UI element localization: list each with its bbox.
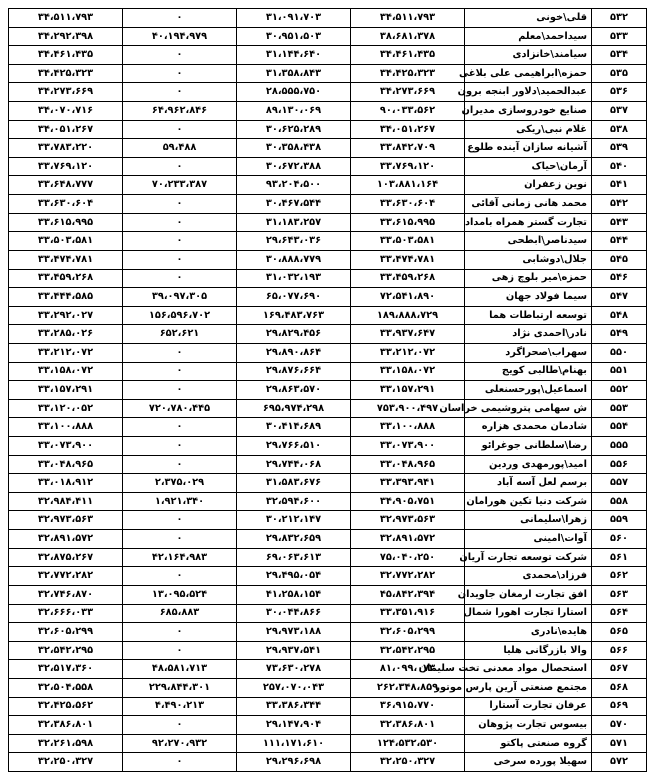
- row-value-d: ۳۴،۵۱۱،۷۹۳: [9, 9, 123, 28]
- row-name: سیما فولاد جهان: [465, 288, 592, 307]
- row-value-d: ۳۲،۹۷۳،۵۶۳: [9, 511, 123, 530]
- table-row: [9, 343, 647, 362]
- row-number: ۵۵۲: [592, 381, 647, 400]
- row-value-d: ۳۴،۴۶۱،۴۳۵: [9, 46, 123, 65]
- row-value-b: ۳۰،۹۵۱،۵۰۳: [237, 27, 351, 46]
- row-value-a: ۱۲۴،۵۳۲،۵۳۰: [351, 734, 465, 753]
- row-value-d: ۳۳،۷۸۳،۲۲۰: [9, 139, 123, 158]
- row-number: ۵۳۶: [592, 83, 647, 102]
- row-name: غلام نبی\ریکی: [465, 120, 592, 139]
- table-row: [9, 455, 647, 474]
- row-value-c: ۵۹،۴۸۸: [123, 139, 237, 158]
- table-row: [9, 269, 647, 288]
- row-value-b: ۳۱،۱۴۴،۶۴۰: [237, 46, 351, 65]
- row-value-d: ۳۲،۷۴۶،۸۷۰: [9, 585, 123, 604]
- row-name: بیسوس تجارت پژوهان: [465, 716, 592, 735]
- ledger-table: [8, 8, 647, 772]
- row-value-b: ۲۹،۶۴۳،۰۳۶: [237, 232, 351, 251]
- row-value-b: ۲۹،۹۳۷،۵۴۱: [237, 641, 351, 660]
- row-value-a: ۳۲،۵۴۲،۲۹۵: [351, 641, 465, 660]
- row-name: عرفان تجارت آستارا: [465, 697, 592, 716]
- row-number: ۵۳۷: [592, 102, 647, 121]
- table-row: [9, 9, 647, 28]
- row-value-c: ۴،۴۹۰،۲۱۳: [123, 697, 237, 716]
- row-value-d: ۳۳،۲۸۵،۰۲۶: [9, 325, 123, 344]
- table-row: [9, 46, 647, 65]
- row-value-c: ۰: [123, 362, 237, 381]
- row-value-c: ۰: [123, 641, 237, 660]
- row-value-b: ۲۹،۲۹۶،۶۹۸: [237, 753, 351, 772]
- table-row: [9, 548, 647, 567]
- row-value-d: ۳۳،۲۱۲،۰۷۲: [9, 343, 123, 362]
- row-name: والا بازرگانی هلیا: [465, 641, 592, 660]
- row-value-a: ۳۳،۸۴۲،۷۰۹: [351, 139, 465, 158]
- row-number: ۵۳۲: [592, 9, 647, 28]
- row-name: عبدالحمید\دلاور ابنجه برون: [465, 83, 592, 102]
- row-value-c: ۰: [123, 437, 237, 456]
- row-value-c: ۰: [123, 623, 237, 642]
- row-number: ۵۴۷: [592, 288, 647, 307]
- row-name: برسم لعل آسه آباد: [465, 474, 592, 493]
- row-value-a: ۳۲،۳۸۶،۸۰۱: [351, 716, 465, 735]
- row-name: بهنام\طالبی کویج: [465, 362, 592, 381]
- row-name: رضا\سلطانی جوغرائو: [465, 437, 592, 456]
- row-number: ۵۵۸: [592, 492, 647, 511]
- row-value-d: ۳۴،۴۲۵،۳۲۳: [9, 64, 123, 83]
- row-value-c: ۰: [123, 567, 237, 586]
- row-number: ۵۵۱: [592, 362, 647, 381]
- row-value-a: ۳۲،۷۷۲،۲۸۲: [351, 567, 465, 586]
- row-number: ۵۴۹: [592, 325, 647, 344]
- table-row: [9, 716, 647, 735]
- row-value-c: ۲،۳۷۵،۰۲۹: [123, 474, 237, 493]
- table-row: [9, 678, 647, 697]
- row-number: ۵۴۱: [592, 176, 647, 195]
- row-value-a: ۳۳،۷۶۹،۱۲۰: [351, 157, 465, 176]
- row-number: ۵۵۵: [592, 437, 647, 456]
- row-number: ۵۶۹: [592, 697, 647, 716]
- row-number: ۵۳۳: [592, 27, 647, 46]
- row-name: آوات\امینی: [465, 530, 592, 549]
- row-value-d: ۳۴،۲۹۲،۳۹۸: [9, 27, 123, 46]
- row-value-b: ۶۹،۰۶۳،۶۱۳: [237, 548, 351, 567]
- row-number: ۵۳۸: [592, 120, 647, 139]
- row-value-c: ۰: [123, 418, 237, 437]
- table-row: [9, 157, 647, 176]
- row-value-d: ۳۲،۵۱۷،۳۶۰: [9, 660, 123, 679]
- row-number: ۵۴۳: [592, 213, 647, 232]
- row-name: شادمان محمدی هزاره: [465, 418, 592, 437]
- row-value-d: ۳۲،۵۴۲،۲۹۵: [9, 641, 123, 660]
- row-value-d: ۳۴،۰۷۰،۷۱۶: [9, 102, 123, 121]
- row-number: ۵۴۶: [592, 269, 647, 288]
- row-value-a: ۷۵۳،۹۰۰،۴۹۷: [351, 399, 465, 418]
- row-name: نوین زعفران: [465, 176, 592, 195]
- row-value-b: ۲۹،۹۷۳،۱۸۸: [237, 623, 351, 642]
- row-value-a: ۲۶۲،۳۴۸،۸۵۹: [351, 678, 465, 697]
- row-value-b: ۱۱۱،۱۷۱،۶۱۰: [237, 734, 351, 753]
- row-value-b: ۷۳،۶۳۰،۲۷۸: [237, 660, 351, 679]
- row-value-a: ۳۶،۹۱۵،۷۷۰: [351, 697, 465, 716]
- row-name: سهیلا پورده سرخی: [465, 753, 592, 772]
- row-value-b: ۳۰،۲۱۲،۱۴۷: [237, 511, 351, 530]
- table-row: [9, 641, 647, 660]
- row-number: ۵۳۹: [592, 139, 647, 158]
- table-row: [9, 83, 647, 102]
- row-number: ۵۷۰: [592, 716, 647, 735]
- row-value-b: ۲۹،۸۶۳،۵۷۰: [237, 381, 351, 400]
- row-number: ۵۵۹: [592, 511, 647, 530]
- row-value-a: ۳۳،۳۹۳،۹۴۱: [351, 474, 465, 493]
- row-value-b: ۳۰،۶۷۲،۳۸۸: [237, 157, 351, 176]
- row-value-c: ۰: [123, 716, 237, 735]
- row-value-a: ۳۳،۲۱۲،۰۷۲: [351, 343, 465, 362]
- row-value-d: ۳۳،۴۷۴،۷۸۱: [9, 250, 123, 269]
- row-value-d: ۳۲،۲۵۰،۳۲۷: [9, 753, 123, 772]
- row-value-c: ۰: [123, 381, 237, 400]
- row-value-d: ۳۳،۵۰۳،۵۸۱: [9, 232, 123, 251]
- row-name: تجارت گستر همراه بامداد: [465, 213, 592, 232]
- row-value-b: ۲۹،۸۹۰،۸۶۴: [237, 343, 351, 362]
- row-value-b: ۳۰،۳۵۸،۴۳۸: [237, 139, 351, 158]
- row-value-a: ۳۲،۶۰۵،۲۹۹: [351, 623, 465, 642]
- row-value-a: ۳۴،۰۵۱،۲۶۷: [351, 120, 465, 139]
- row-number: ۵۴۲: [592, 195, 647, 214]
- row-value-b: ۳۱،۰۹۱،۷۰۳: [237, 9, 351, 28]
- row-value-d: ۳۳،۱۵۸،۰۷۲: [9, 362, 123, 381]
- row-value-a: ۳۲،۹۷۳،۵۶۳: [351, 511, 465, 530]
- row-value-d: ۳۲،۴۲۵،۵۶۲: [9, 697, 123, 716]
- row-value-b: ۳۱،۳۵۸،۸۴۳: [237, 64, 351, 83]
- row-value-d: ۳۲،۶۶۶،۰۳۳: [9, 604, 123, 623]
- row-value-c: ۰: [123, 9, 237, 28]
- table-row: [9, 27, 647, 46]
- row-value-b: ۱۶۹،۴۸۳،۷۶۳: [237, 306, 351, 325]
- row-value-a: ۳۴،۹۰۵،۷۵۱: [351, 492, 465, 511]
- row-number: ۵۶۱: [592, 548, 647, 567]
- row-value-a: ۹۰،۰۳۳،۵۶۲: [351, 102, 465, 121]
- row-number: ۵۴۵: [592, 250, 647, 269]
- row-value-d: ۳۳،۴۵۹،۲۶۸: [9, 269, 123, 288]
- row-value-d: ۳۲،۷۷۲،۲۸۲: [9, 567, 123, 586]
- row-number: ۵۶۴: [592, 604, 647, 623]
- row-name: سهراب\صحراگرد: [465, 343, 592, 362]
- row-value-c: ۰: [123, 530, 237, 549]
- row-value-c: ۱،۹۲۱،۳۴۰: [123, 492, 237, 511]
- row-value-d: ۳۳،۲۹۲،۰۲۷: [9, 306, 123, 325]
- table-row: [9, 120, 647, 139]
- row-value-a: ۳۳،۶۳۰،۶۰۴: [351, 195, 465, 214]
- row-value-b: ۲۹،۸۳۲،۶۵۹: [237, 530, 351, 549]
- row-value-a: ۳۴،۲۷۳،۶۶۹: [351, 83, 465, 102]
- row-value-c: ۰: [123, 213, 237, 232]
- row-number: ۵۷۲: [592, 753, 647, 772]
- row-value-a: ۳۳،۱۰۰،۸۸۸: [351, 418, 465, 437]
- table-row: [9, 567, 647, 586]
- row-value-c: ۰: [123, 120, 237, 139]
- row-name: نادر\احمدی نژاد: [465, 325, 592, 344]
- row-value-c: ۰: [123, 455, 237, 474]
- table-row: [9, 139, 647, 158]
- row-number: ۵۶۵: [592, 623, 647, 642]
- table-row: [9, 604, 647, 623]
- row-value-b: ۲۹،۱۴۷،۹۰۴: [237, 716, 351, 735]
- table-row: [9, 102, 647, 121]
- row-number: ۵۵۶: [592, 455, 647, 474]
- row-value-c: ۰: [123, 64, 237, 83]
- table-row: [9, 306, 647, 325]
- row-number: ۵۶۷: [592, 660, 647, 679]
- row-number: ۵۶۶: [592, 641, 647, 660]
- row-value-b: ۳۲،۵۹۴،۶۰۰: [237, 492, 351, 511]
- row-value-b: ۳۱،۰۳۲،۱۹۳: [237, 269, 351, 288]
- row-value-c: ۷۰،۲۳۳،۳۸۷: [123, 176, 237, 195]
- row-value-a: ۱۰۳،۸۸۱،۱۶۴: [351, 176, 465, 195]
- row-name: مجتمع صنعتی آرین پارس موتور: [465, 678, 592, 697]
- table-row: [9, 176, 647, 195]
- table-row: [9, 288, 647, 307]
- table-row: [9, 399, 647, 418]
- row-value-a: ۳۳،۰۷۳،۹۰۰: [351, 437, 465, 456]
- row-number: ۵۵۳: [592, 399, 647, 418]
- row-number: ۵۵۷: [592, 474, 647, 493]
- row-value-a: ۳۲،۸۹۱،۵۷۲: [351, 530, 465, 549]
- row-value-c: ۲۲۹،۸۴۴،۳۰۱: [123, 678, 237, 697]
- row-name: حمزه\ابراهیمی علی بلاغی: [465, 64, 592, 83]
- row-name: سیداحمد\معلم: [465, 27, 592, 46]
- row-value-c: ۰: [123, 157, 237, 176]
- row-value-d: ۳۳،۰۷۳،۹۰۰: [9, 437, 123, 456]
- row-value-c: ۶۴،۹۶۲،۸۴۶: [123, 102, 237, 121]
- table-row: [9, 585, 647, 604]
- row-name: سیامند\خانزادی: [465, 46, 592, 65]
- row-value-c: ۹۲،۲۷۰،۹۳۲: [123, 734, 237, 753]
- row-value-a: ۳۳،۹۳۷،۶۴۷: [351, 325, 465, 344]
- row-value-c: ۴۰،۱۹۴،۹۷۹: [123, 27, 237, 46]
- row-value-d: ۳۳،۶۴۸،۷۷۷: [9, 176, 123, 195]
- row-value-a: ۳۴،۴۶۱،۴۳۵: [351, 46, 465, 65]
- row-name: اسماعیل\پورحسنعلی: [465, 381, 592, 400]
- row-value-b: ۲۹،۸۲۹،۴۵۶: [237, 325, 351, 344]
- row-number: ۵۶۲: [592, 567, 647, 586]
- row-value-d: ۳۲،۲۶۱،۵۹۸: [9, 734, 123, 753]
- row-number: ۵۴۸: [592, 306, 647, 325]
- row-value-c: ۰: [123, 753, 237, 772]
- row-value-a: ۳۳،۱۵۸،۰۷۲: [351, 362, 465, 381]
- row-value-a: ۳۲،۲۵۰،۳۲۷: [351, 753, 465, 772]
- row-value-b: ۳۰،۴۶۷،۵۴۴: [237, 195, 351, 214]
- row-value-b: ۳۰،۰۴۴،۸۶۶: [237, 604, 351, 623]
- table-row: [9, 734, 647, 753]
- row-number: ۵۶۸: [592, 678, 647, 697]
- row-value-d: ۳۲،۳۸۶،۸۰۱: [9, 716, 123, 735]
- row-name: زهرا\سلیمانی: [465, 511, 592, 530]
- row-value-c: ۰: [123, 511, 237, 530]
- row-value-a: ۳۸،۶۸۱،۳۷۸: [351, 27, 465, 46]
- row-value-c: ۶۵۲،۶۲۱: [123, 325, 237, 344]
- row-value-b: ۲۹،۷۶۶،۵۱۰: [237, 437, 351, 456]
- row-number: ۵۴۴: [592, 232, 647, 251]
- row-value-b: ۳۰،۴۱۴،۶۸۹: [237, 418, 351, 437]
- table-row: [9, 660, 647, 679]
- table-row: [9, 511, 647, 530]
- table-row: [9, 381, 647, 400]
- row-value-b: ۲۹،۴۹۵،۰۵۴: [237, 567, 351, 586]
- row-value-b: ۶۵،۰۷۷،۶۹۰: [237, 288, 351, 307]
- row-name: استارا تجارت اهورا شمال: [465, 604, 592, 623]
- table-row: [9, 232, 647, 251]
- row-number: ۵۳۴: [592, 46, 647, 65]
- row-value-d: ۳۲،۵۰۴،۵۵۸: [9, 678, 123, 697]
- row-name: گروه صنعتی پاکتو: [465, 734, 592, 753]
- row-value-a: ۳۳،۳۵۱،۹۱۶: [351, 604, 465, 623]
- row-number: ۵۷۱: [592, 734, 647, 753]
- row-value-c: ۱۳،۰۹۵،۵۲۴: [123, 585, 237, 604]
- row-value-b: ۸۹،۱۳۰،۰۶۹: [237, 102, 351, 121]
- row-name: صنایع خودروسازی مدیران: [465, 102, 592, 121]
- row-value-a: ۳۳،۴۷۴،۷۸۱: [351, 250, 465, 269]
- row-value-c: ۰: [123, 343, 237, 362]
- table-row: [9, 530, 647, 549]
- table-row: [9, 437, 647, 456]
- table-row: [9, 213, 647, 232]
- row-value-b: ۳۱،۱۸۳،۲۵۷: [237, 213, 351, 232]
- row-value-d: ۳۳،۶۱۵،۹۹۵: [9, 213, 123, 232]
- row-name: شرکت دنیا تکین هورامان: [465, 492, 592, 511]
- row-value-d: ۳۳،۰۴۸،۹۶۵: [9, 455, 123, 474]
- row-name: سیدناصر\ابطحی: [465, 232, 592, 251]
- row-name: محمد هانی زمانی آقائی: [465, 195, 592, 214]
- row-value-a: ۳۴،۵۱۱،۷۹۳: [351, 9, 465, 28]
- row-value-d: ۳۳،۶۳۰،۶۰۴: [9, 195, 123, 214]
- table-row: [9, 195, 647, 214]
- row-value-a: ۳۳،۶۱۵،۹۹۵: [351, 213, 465, 232]
- row-value-c: ۴۲،۱۶۴،۹۸۳: [123, 548, 237, 567]
- row-name: توسعه ارتباطات هما: [465, 306, 592, 325]
- row-name: جلال\دوشابی: [465, 250, 592, 269]
- row-number: ۵۶۳: [592, 585, 647, 604]
- row-value-a: ۷۵،۰۴۰،۲۵۰: [351, 548, 465, 567]
- row-value-b: ۲۹،۸۷۶،۶۶۴: [237, 362, 351, 381]
- row-value-a: ۳۳،۵۰۳،۵۸۱: [351, 232, 465, 251]
- table-row: [9, 623, 647, 642]
- row-value-a: ۳۳،۰۴۸،۹۶۵: [351, 455, 465, 474]
- row-name: هایده\نادری: [465, 623, 592, 642]
- table-row: [9, 492, 647, 511]
- row-value-a: ۷۲،۵۴۱،۸۹۰: [351, 288, 465, 307]
- table-row: [9, 325, 647, 344]
- row-value-b: ۴۱،۲۵۸،۱۵۴: [237, 585, 351, 604]
- row-value-c: ۰: [123, 46, 237, 65]
- row-value-b: ۹۳،۲۰۴،۵۰۰: [237, 176, 351, 195]
- row-value-b: ۳۱،۵۸۳،۶۷۶: [237, 474, 351, 493]
- row-value-d: ۳۳،۱۵۷،۲۹۱: [9, 381, 123, 400]
- row-value-b: ۳۰،۸۸۸،۷۷۹: [237, 250, 351, 269]
- row-value-d: ۳۲،۶۰۵،۲۹۹: [9, 623, 123, 642]
- row-number: ۵۳۵: [592, 64, 647, 83]
- row-value-d: ۳۲،۸۹۱،۵۷۲: [9, 530, 123, 549]
- row-value-d: ۳۳،۰۱۸،۹۱۲: [9, 474, 123, 493]
- row-value-b: ۲۹،۷۴۴،۰۶۸: [237, 455, 351, 474]
- table-row: [9, 250, 647, 269]
- row-value-c: ۷۲۰،۷۸۰،۴۴۵: [123, 399, 237, 418]
- row-value-a: ۳۳،۴۵۹،۲۶۸: [351, 269, 465, 288]
- row-value-c: ۰: [123, 250, 237, 269]
- row-name: امید\پورمهدی وردین: [465, 455, 592, 474]
- row-value-c: ۰: [123, 83, 237, 102]
- row-value-d: ۳۴،۲۷۳،۶۶۹: [9, 83, 123, 102]
- row-value-b: ۲۸،۵۵۵،۷۵۰: [237, 83, 351, 102]
- row-value-d: ۳۲،۹۸۴،۴۱۱: [9, 492, 123, 511]
- row-value-a: ۴۵،۸۴۲،۳۹۴: [351, 585, 465, 604]
- row-value-d: ۳۳،۱۰۰،۸۸۸: [9, 418, 123, 437]
- row-value-a: ۳۴،۴۲۵،۳۲۳: [351, 64, 465, 83]
- row-number: ۵۵۴: [592, 418, 647, 437]
- row-value-c: ۱۵۶،۵۹۶،۷۰۲: [123, 306, 237, 325]
- row-value-c: ۰: [123, 232, 237, 251]
- row-value-d: ۳۳،۷۶۹،۱۲۰: [9, 157, 123, 176]
- row-value-d: ۳۳،۱۲۰،۰۵۲: [9, 399, 123, 418]
- row-value-b: ۳۰،۶۲۵،۲۸۹: [237, 120, 351, 139]
- row-name: حمزه\میر بلوچ زهی: [465, 269, 592, 288]
- row-value-d: ۳۳،۴۴۴،۵۸۵: [9, 288, 123, 307]
- row-name: آرمان\حیاک: [465, 157, 592, 176]
- row-value-c: ۴۸،۵۸۱،۷۱۳: [123, 660, 237, 679]
- row-value-a: ۳۳،۱۵۷،۲۹۱: [351, 381, 465, 400]
- row-name: ش سهامی پتروشیمی خراسان: [465, 399, 592, 418]
- row-value-a: ۸۱،۰۹۹،۰۷۳: [351, 660, 465, 679]
- row-value-b: ۳۳،۳۸۶،۳۴۴: [237, 697, 351, 716]
- row-number: ۵۶۰: [592, 530, 647, 549]
- row-value-d: ۳۴،۰۵۱،۲۶۷: [9, 120, 123, 139]
- row-number: ۵۵۰: [592, 343, 647, 362]
- row-name: فرزاد\محمدی: [465, 567, 592, 586]
- table-row: [9, 418, 647, 437]
- table-row: [9, 64, 647, 83]
- table-row: [9, 697, 647, 716]
- row-value-c: ۰: [123, 269, 237, 288]
- row-value-c: ۳۹،۰۹۷،۳۰۵: [123, 288, 237, 307]
- row-name: شرکت توسعه تجارت آریان: [465, 548, 592, 567]
- row-name: قلی\خونی: [465, 9, 592, 28]
- row-value-c: ۶۸۵،۸۸۳: [123, 604, 237, 623]
- ledger-body: [9, 9, 647, 772]
- row-value-d: ۳۲،۸۷۵،۲۶۷: [9, 548, 123, 567]
- row-value-b: ۲۵۷،۰۷۰،۰۴۳: [237, 678, 351, 697]
- row-name: آشیانه سازان آینده طلوع: [465, 139, 592, 158]
- table-row: [9, 474, 647, 493]
- row-number: ۵۴۰: [592, 157, 647, 176]
- row-value-a: ۱۸۹،۸۸۸،۷۲۹: [351, 306, 465, 325]
- row-value-c: ۰: [123, 195, 237, 214]
- row-name: افق تجارت ارمغان جاویدان: [465, 585, 592, 604]
- table-row: [9, 362, 647, 381]
- row-name: استحصال مواد معدنی تخت سلیمان: [465, 660, 592, 679]
- table-row: [9, 753, 647, 772]
- row-value-b: ۶۹۵،۹۷۴،۲۹۸: [237, 399, 351, 418]
